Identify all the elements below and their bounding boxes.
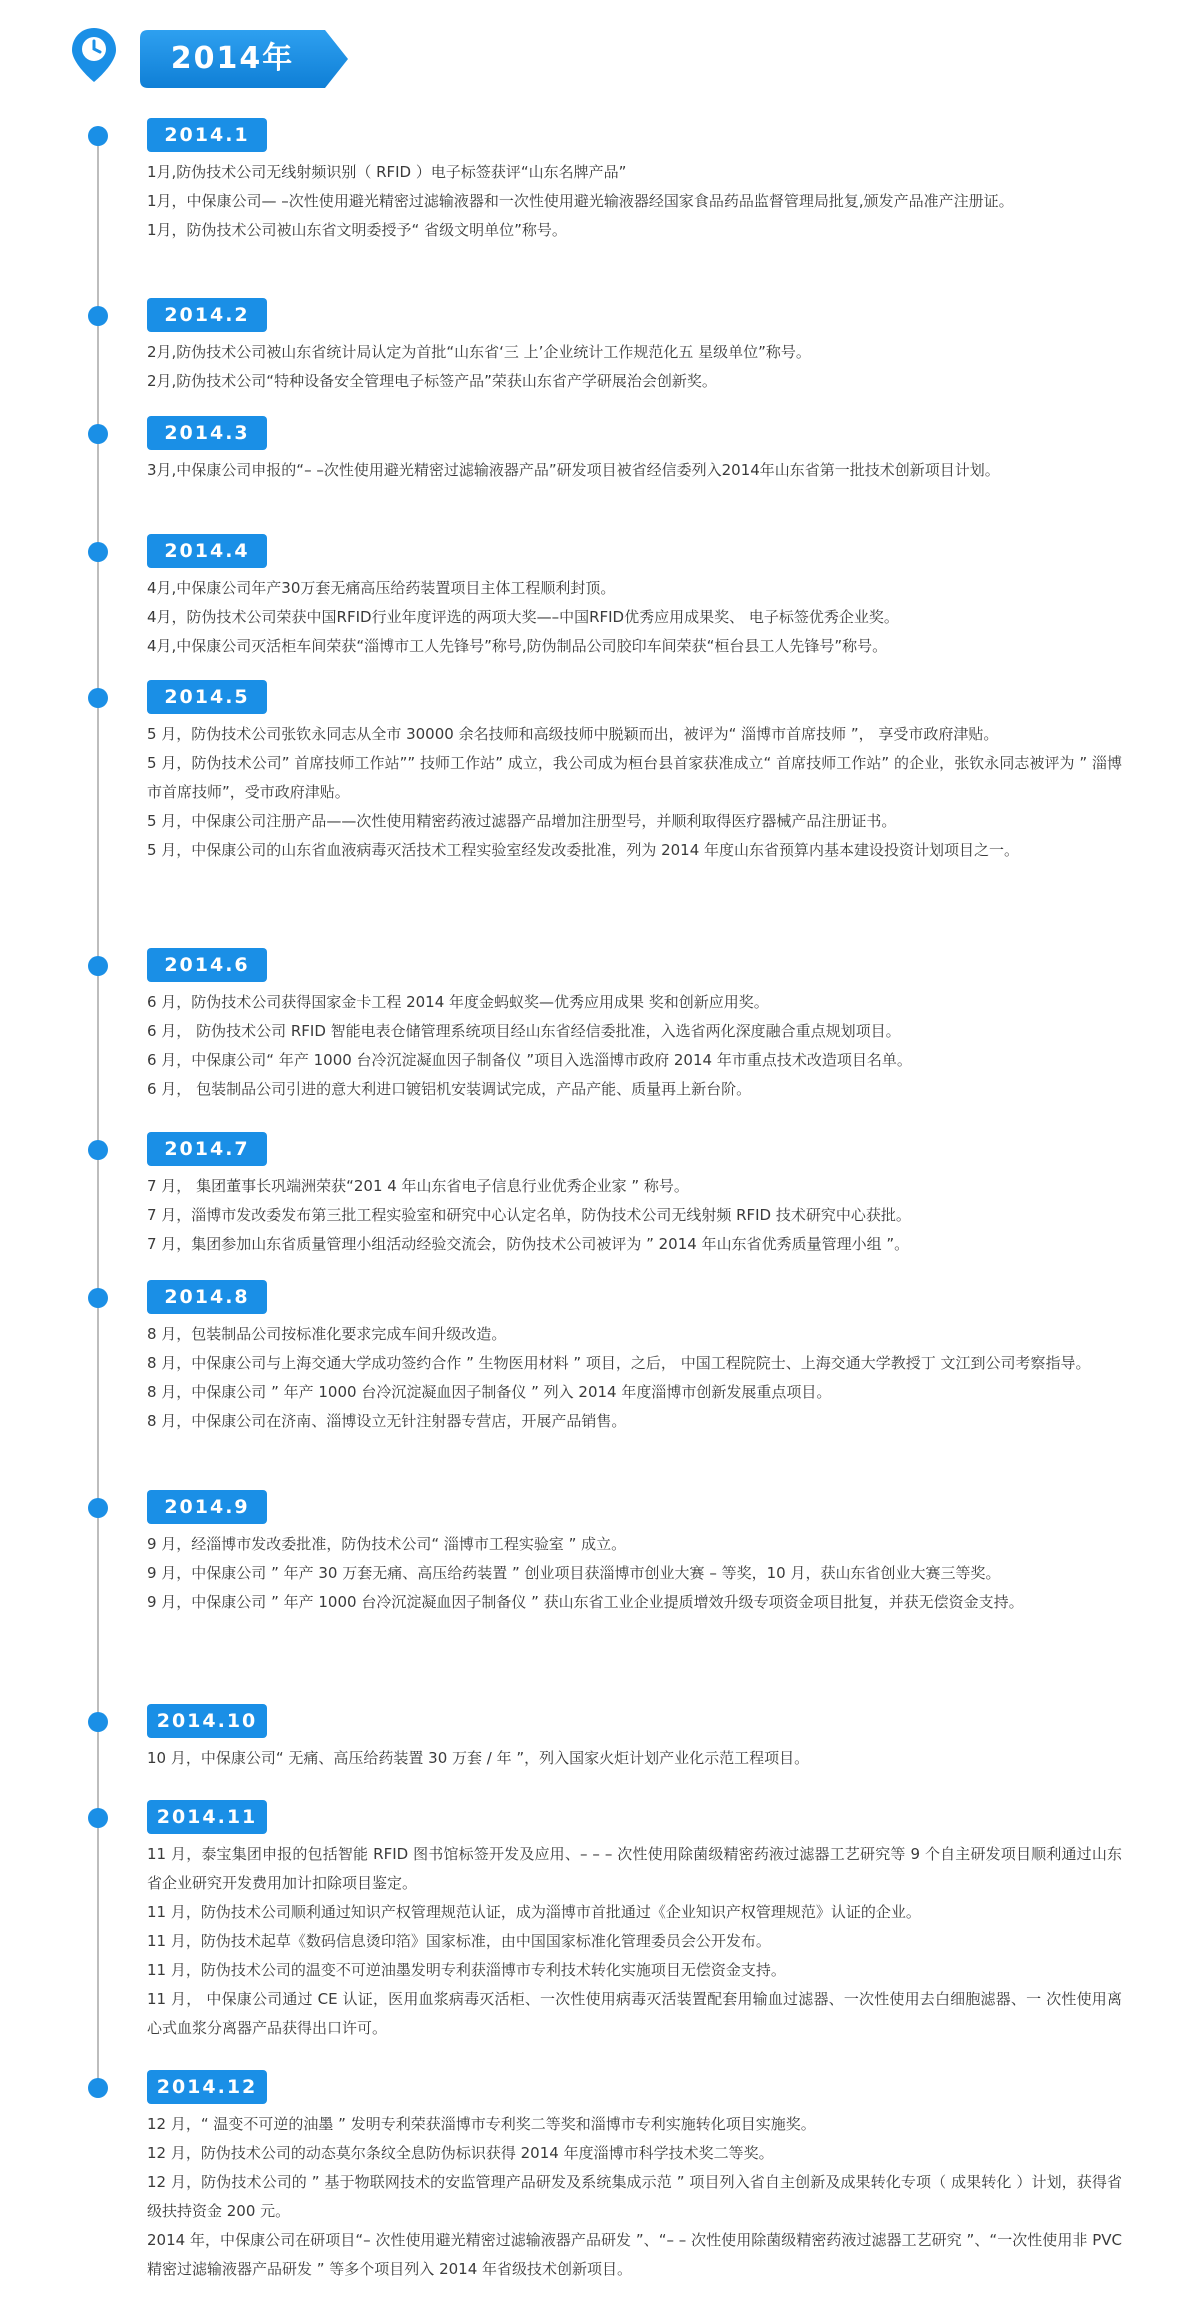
timeline-dot <box>88 424 108 444</box>
entry-item: 1月,防伪技术公司无线射频识别（ RFID ）电子标签获评“山东名牌产品” <box>147 163 627 181</box>
entry-item: 4月,中保康公司年产30万套无痛高压给药装置项目主体工程顺利封顶。 <box>147 579 616 597</box>
timeline-dot <box>88 126 108 146</box>
entry-item: 8 月，包装制品公司按标准化要求完成车间升级改造。 <box>147 1325 507 1343</box>
entry-item: 5 月，中保康公司注册产品——次性使用精密药液过滤器产品增加注册型号，并顺利取得医疗器械产品注册证书。 <box>147 812 897 830</box>
entry-items <box>147 338 1122 396</box>
entry-item: 4月，防伪技术公司荣获中国RFID行业年度评选的两项大奖—–中国RFID优秀应用成果奖、 电子标签优秀企业奖。 <box>147 608 899 626</box>
entry-item: 7 月， 集团董事长巩端洲荣获“201 4 年山东省电子信息行业优秀企业家 ” 称号。 <box>147 1177 689 1195</box>
date-badge: 2014.8 <box>147 1280 267 1314</box>
entry-item: 5 月，中保康公司的山东省血液病毒灭活技术工程实验室经发改委批准，列为 2014 年度山东省预算内基本建设投资计划项目之一。 <box>147 841 1020 859</box>
entry-item: 3月,中保康公司申报的“– –次性使用避光精密过滤输液器产品”研发项目被省经信委列入2014年山东省第一批技术创新项目计划。 <box>147 461 1000 479</box>
entry-item: 9 月，中保康公司 ” 年产 30 万套无痛、高压给药装置 ” 创业项目获淄博市创业大赛 – 等奖，10 月，获山东省创业大赛三等奖。 <box>147 1564 1001 1582</box>
entry-item: 2月,防伪技术公司被山东省统计局认定为首批“山东省‘三 上’企业统计工作规范化五 星级单位”称号。 <box>147 343 811 361</box>
entry-item: 9 月，经淄博市发改委批准，防伪技术公司“ 淄博市工程实验室 ” 成立。 <box>147 1535 627 1553</box>
date-badge: 2014.11 <box>147 1800 267 1834</box>
entry-item: 12 月，防伪技术公司的 ” 基于物联网技术的安监管理产品研发及系统集成示范 ” 项目列入省自主创新及成果转化专项（ 成果转化 ）计划，获得省级扶持资金 200 元。 <box>147 2173 1122 2220</box>
date-badge: 2014.7 <box>147 1132 267 1166</box>
timeline-dot <box>88 2078 108 2098</box>
timeline-dot <box>88 1498 108 1518</box>
date-badge: 2014.6 <box>147 948 267 982</box>
date-badge: 2014.10 <box>147 1704 267 1738</box>
entry-item: 5 月，防伪技术公司” 首席技师工作站”” 技师工作站” 成立，我公司成为桓台县首家获准成立“ 首席技师工作站” 的企业，张钦永同志被评为 ” 淄博市首席技师”，受市政府津贴。 <box>147 754 1122 801</box>
entry-item: 1月，防伪技术公司被山东省文明委授予“ 省级文明单位”称号。 <box>147 221 567 239</box>
timeline-dot <box>88 306 108 326</box>
entry-item: 11 月，防伪技术公司的温变不可逆油墨发明专利获淄博市专利技术转化实施项目无偿资金支持。 <box>147 1961 786 1979</box>
year-title: 2014年 <box>170 41 295 76</box>
entry-item: 12 月，防伪技术公司的动态莫尔条纹全息防伪标识获得 2014 年度淄博市科学技术奖二等奖。 <box>147 2144 774 2162</box>
entry-items <box>147 2110 1122 2284</box>
date-badge: 2014.2 <box>147 298 267 332</box>
entry-item: 7 月，集团参加山东省质量管理小组活动经验交流会，防伪技术公司被评为 ” 2014 年山东省优秀质量管理小组 ”。 <box>147 1235 910 1253</box>
timeline-dot <box>88 1712 108 1732</box>
timeline-dot <box>88 688 108 708</box>
entry-item: 11 月，防伪技术起草《数码信息烫印箔》国家标准，由中国国家标准化管理委员会公开发布。 <box>147 1932 771 1950</box>
clock-pin-icon <box>70 26 118 84</box>
entry-item: 2014 年，中保康公司在研项目“– 次性使用避光精密过滤输液器产品研发 ”、“– – 次性使用除菌级精密药液过滤器工艺研究 ”、“一次性使用非 PVC 精密过滤输液器产品研发 ” 等多个项目列入 2014 年省级技术创新项目。 <box>147 2231 1122 2278</box>
entry-item: 8 月，中保康公司与上海交通大学成功签约合作 ” 生物医用材料 ” 项目，之后， 中国工程院院士、上海交通大学教授丁 文江到公司考察指导。 <box>147 1354 1091 1372</box>
timeline-dot <box>88 1808 108 1828</box>
entry-items <box>147 1172 1122 1259</box>
entry-item: 8 月，中保康公司 ” 年产 1000 台冷沉淀凝血因子制备仪 ” 列入 2014 年度淄博市创新发展重点项目。 <box>147 1383 832 1401</box>
timeline-dot <box>88 1140 108 1160</box>
date-badge: 2014.5 <box>147 680 267 714</box>
entry-item: 6 月， 包装制品公司引进的意大利进口镀铝机安装调试完成，产品产能、质量再上新台阶。 <box>147 1080 752 1098</box>
entry-items <box>147 988 1122 1104</box>
entry-item: 6 月， 防伪技术公司 RFID 智能电表仓储管理系统项目经山东省经信委批准，入选省两化深度融合重点规划项目。 <box>147 1022 901 1040</box>
entry-item: 2月,防伪技术公司“特种设备安全管理电子标签产品”荣获山东省产学研展治会创新奖。 <box>147 372 717 390</box>
date-badge: 2014.4 <box>147 534 267 568</box>
entry-items <box>147 456 1122 485</box>
year-banner <box>140 30 350 88</box>
entry-item: 12 月，“ 温变不可逆的油墨 ” 发明专利荣获淄博市专利奖二等奖和淄博市专利实施转化项目实施奖。 <box>147 2115 816 2133</box>
entry-item: 11 月，泰宝集团申报的包括智能 RFID 图书馆标签开发及应用、– – – 次性使用除菌级精密药液过滤器工艺研究等 9 个自主研发项目顺利通过山东省企业研究开发费用加计扣除项目鉴定。 <box>147 1845 1122 1892</box>
date-badge: 2014.12 <box>147 2070 267 2104</box>
entry-item: 11 月，防伪技术公司顺利通过知识产权管理规范认证，成为淄博市首批通过《企业知识产权管理规范》认证的企业。 <box>147 1903 921 1921</box>
entry-item: 8 月，中保康公司在济南、淄博设立无针注射器专营店，开展产品销售。 <box>147 1412 627 1430</box>
entry-items <box>147 158 1122 245</box>
entry-items <box>147 1744 1122 1773</box>
timeline-line <box>97 128 99 2088</box>
date-badge: 2014.1 <box>147 118 267 152</box>
entry-item: 4月,中保康公司灭活柜车间荣获“淄博市工人先锋号”称号,防伪制品公司胶印车间荣获“桓台县工人先锋号”称号。 <box>147 637 888 655</box>
entry-item: 1月，中保康公司— –次性使用避光精密过滤输液器和一次性使用避光输液器经国家食品药品监督管理局批复,颁发产品准产注册证。 <box>147 192 1014 210</box>
entry-item: 6 月，中保康公司“ 年产 1000 台冷沉淀凝血因子制备仪 ”项目入选淄博市政府 2014 年市重点技术改造项目名单。 <box>147 1051 912 1069</box>
date-badge: 2014.3 <box>147 416 267 450</box>
entry-items <box>147 574 1122 661</box>
entry-items <box>147 720 1122 865</box>
entry-item: 7 月，淄博市发改委发布第三批工程实验室和研究中心认定名单，防伪技术公司无线射频 RFID 技术研究中心获批。 <box>147 1206 911 1224</box>
entry-item: 10 月，中保康公司“ 无痛、高压给药装置 30 万套 / 年 ”，列入国家火炬计划产业化示范工程项目。 <box>147 1749 810 1767</box>
entry-item: 6 月，防伪技术公司获得国家金卡工程 2014 年度金蚂蚁奖—优秀应用成果 奖和创新应用奖。 <box>147 993 769 1011</box>
entry-items <box>147 1840 1122 2043</box>
entry-item: 9 月，中保康公司 ” 年产 1000 台冷沉淀凝血因子制备仪 ” 获山东省工业企业提质增效升级专项资金项目批复，并获无偿资金支持。 <box>147 1593 1024 1611</box>
entry-item: 5 月，防伪技术公司张钦永同志从全市 30000 余名技师和高级技师中脱颖而出，被评为“ 淄博市首席技师 ”， 享受市政府津贴。 <box>147 725 999 743</box>
entry-item: 11 月， 中保康公司通过 CE 认证，医用血浆病毒灭活柜、一次性使用病毒灭活装置配套用输血过滤器、一次性使用去白细胞滤器、一 次性使用离心式血浆分离器产品获得出口许可。 <box>147 1990 1122 2037</box>
timeline-dot <box>88 956 108 976</box>
timeline-dot <box>88 1288 108 1308</box>
entry-items <box>147 1320 1122 1436</box>
entry-items <box>147 1530 1122 1617</box>
date-badge: 2014.9 <box>147 1490 267 1524</box>
timeline-dot <box>88 542 108 562</box>
